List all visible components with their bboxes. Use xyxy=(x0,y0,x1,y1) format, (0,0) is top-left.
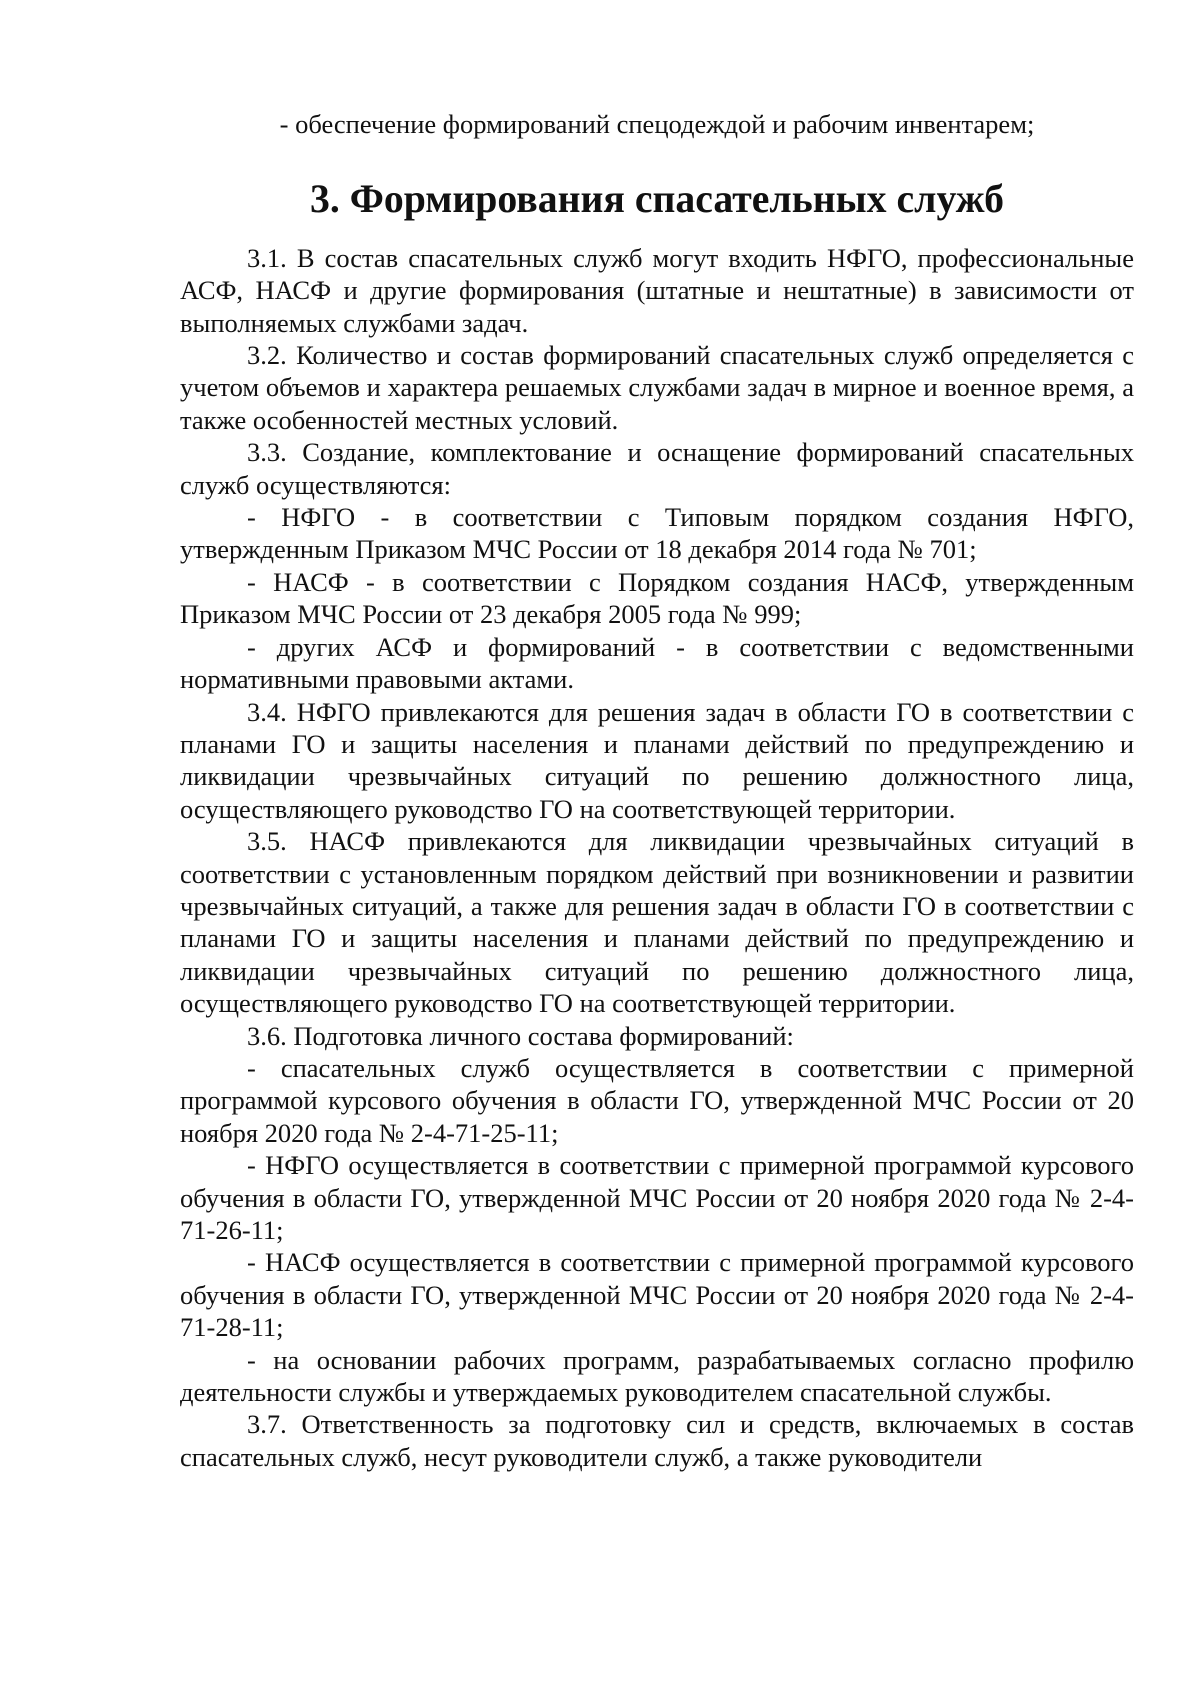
paragraph-3-5: 3.5. НАСФ привлекаются для ликвидации чрезвычайных ситуаций в соответствии с установленным порядком действий при возникновении и развитии чрезвычайных ситуаций, а также для решения задач в области ГО в соответствии с планами ГО и защиты населения и планами действий по предупреждению и ликвидации чрезвычайных ситуаций по решению должностного лица, осуществляющего руководство ГО на соответствующей территории. xyxy=(180,826,1134,1019)
list-item-3-3-nfgo: - НФГО - в соответствии с Типовым порядком создания НФГО, утвержденным Приказом МЧС России от 18 декабря 2014 года № 701; xyxy=(180,502,1134,565)
paragraph-3-3: 3.3. Создание, комплектование и оснащение формирований спасательных служб осуществляются: xyxy=(180,437,1134,500)
paragraph-3-1: 3.1. В состав спасательных служб могут входить НФГО, профессиональные АСФ, НАСФ и другие формирования (штатные и нештатные) в зависимости от выполняемых службами задач. xyxy=(180,242,1134,338)
paragraph-3-6: 3.6. Подготовка личного состава формирований: xyxy=(247,1020,794,1051)
list-3-3 xyxy=(180,501,1134,695)
list-item-3-6-work-programs: - на основании рабочих программ, разрабатываемых согласно профилю деятельности службы и утверждаемых руководителем спасательной службы. xyxy=(180,1344,1134,1408)
list-item-3-3-other: - других АСФ и формирований - в соответствии с ведомственными нормативными правовыми актами. xyxy=(180,631,1134,695)
list-3-6 xyxy=(180,1052,1134,1408)
list-item-3-6-services: - спасательных служб осуществляется в соответствии с примерной программой курсового обучения в области ГО, утвержденной МЧС России от 20 ноября 2020 года № 2-4-71-25-11; xyxy=(180,1052,1134,1148)
list-item-3-3-nasf: - НАСФ - в соответствии с Порядком создания НАСФ, утвержденным Приказом МЧС России от 23 декабря 2005 года № 999; xyxy=(180,566,1134,630)
intro-line: - обеспечение формирований спецодеждой и рабочим инвентарем; xyxy=(279,109,1035,139)
document-body xyxy=(180,108,1134,1473)
paragraph-3-4: 3.4. НФГО привлекаются для решения задач в области ГО в соответствии с планами ГО и защиты населения и планами действий по предупреждению и ликвидации чрезвычайных ситуаций по решению должностного лица, осуществляющего руководство ГО на соответствующей территории. xyxy=(180,696,1134,824)
list-item-3-6-nasf: - НАСФ осуществляется в соответствии с примерной программой курсового обучения в области ГО, утвержденной МЧС России от 20 ноября 2020 года № 2-4-71-28-11; xyxy=(180,1247,1134,1343)
paragraph-3-2: 3.2. Количество и состав формирований спасательных служб определяется с учетом объемов и характера решаемых службами задач в мирное и военное время, а также особенностей местных условий. xyxy=(180,340,1134,435)
section-title: 3. Формирования спасательных служб xyxy=(310,177,1004,222)
paragraph-3-7: 3.7. Ответственность за подготовку сил и средств, включаемых в состав спасательных служб, несут руководители служб, а также руководители xyxy=(180,1409,1134,1472)
list-item-3-6-nfgo: - НФГО осуществляется в соответствии с примерной программой курсового обучения в области ГО, утвержденной МЧС России от 20 ноября 2020 года № 2-4-71-26-11; xyxy=(180,1150,1134,1245)
